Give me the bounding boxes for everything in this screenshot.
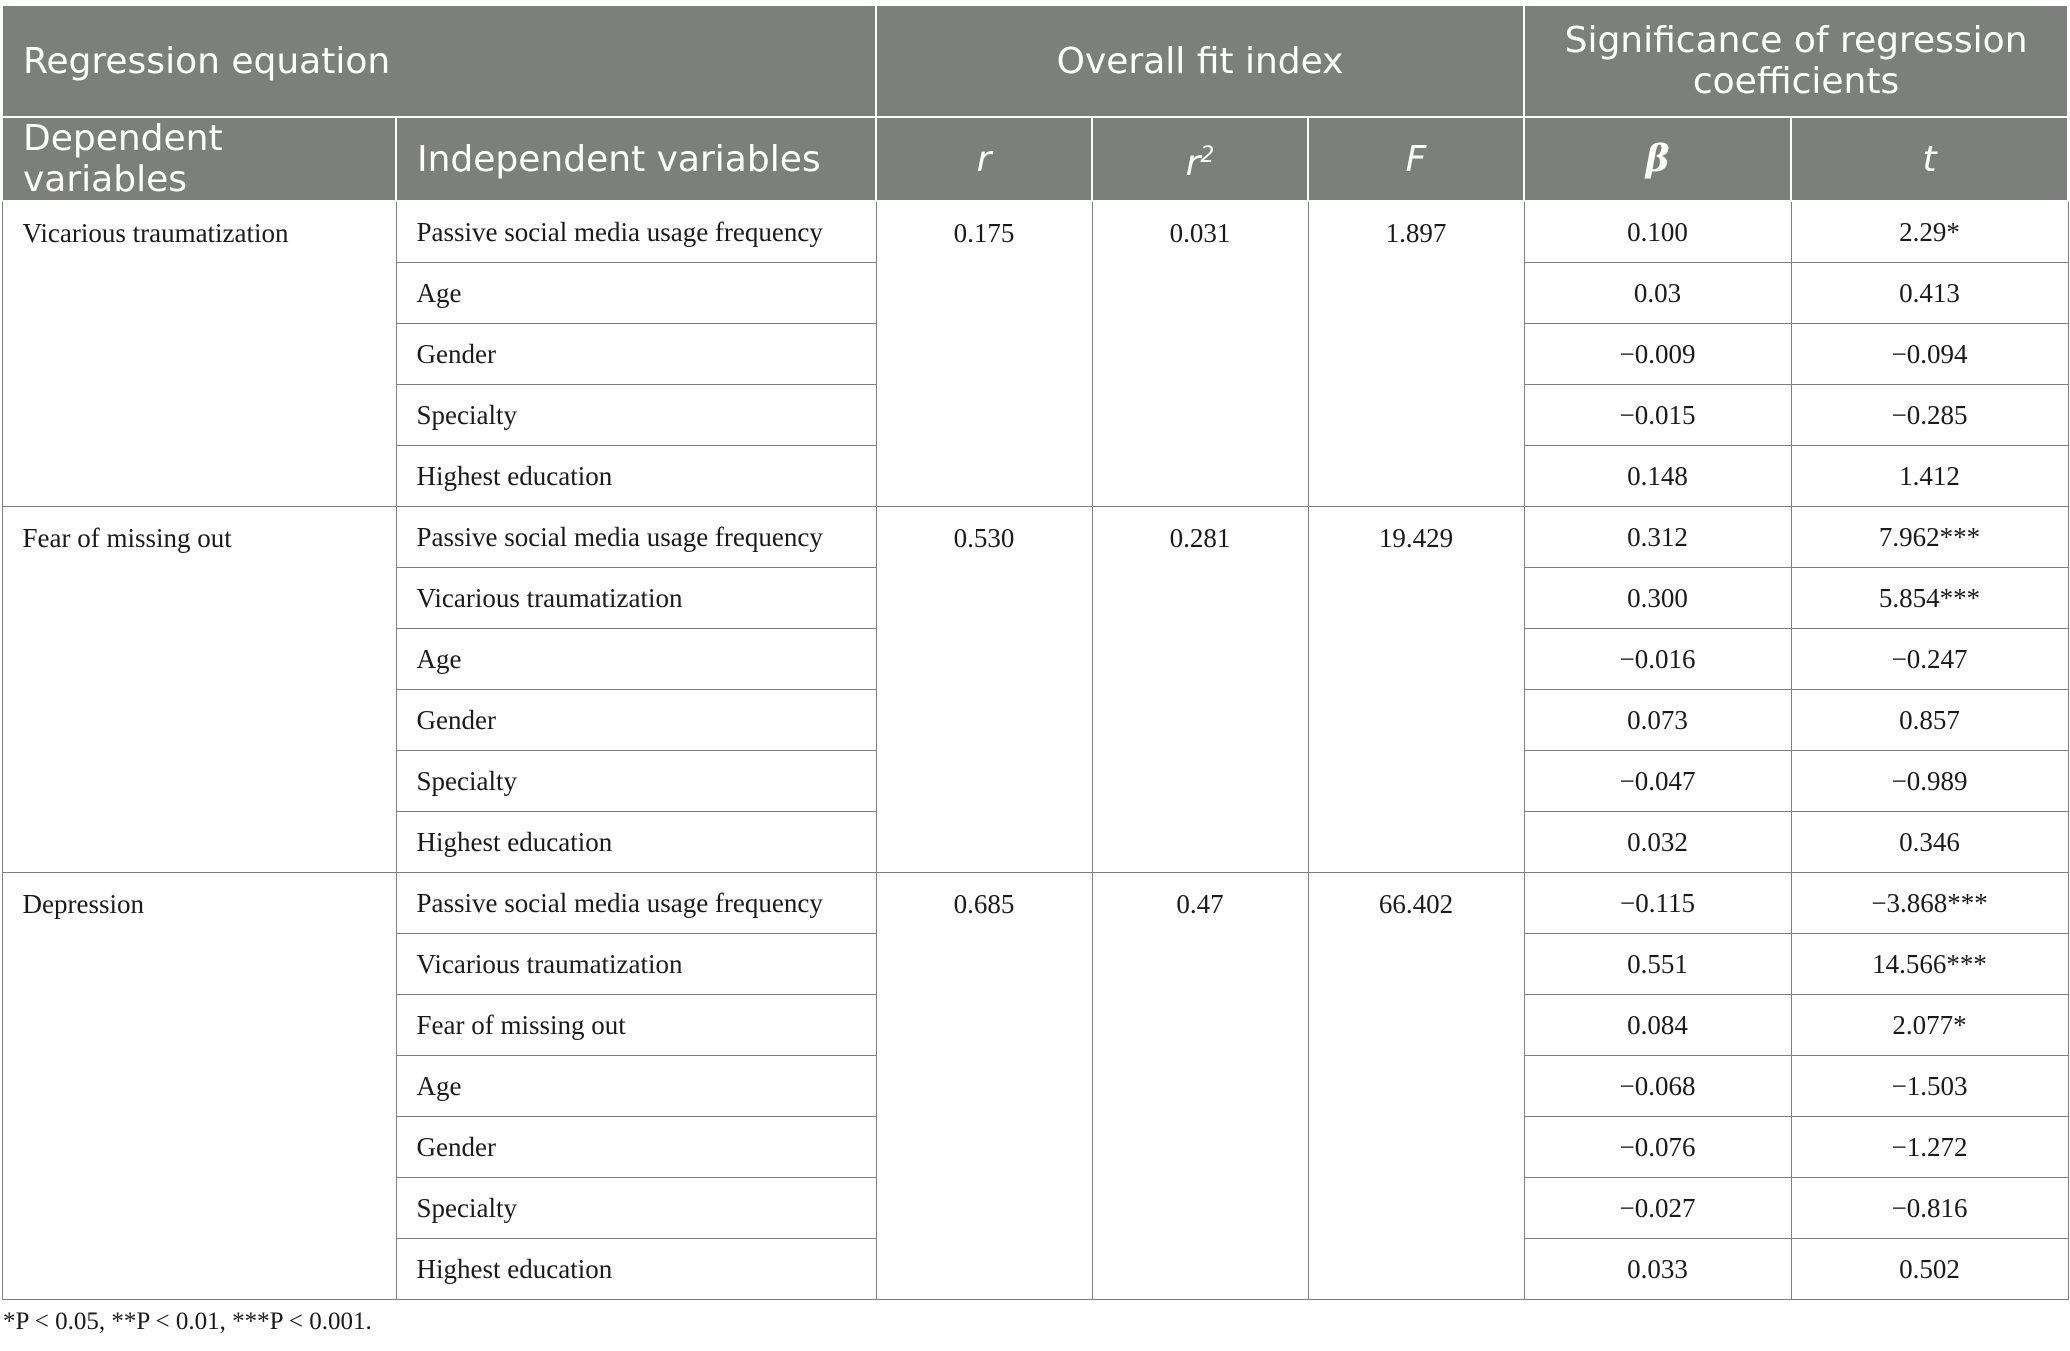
independent-variable-cell: Highest education (396, 446, 876, 507)
independent-variable-cell: Highest education (396, 812, 876, 873)
fit-r2-cell: 0.031 (1092, 201, 1308, 507)
beta-cell: 0.312 (1524, 507, 1791, 568)
fit-f-cell: 1.897 (1308, 201, 1524, 507)
independent-variable-cell: Highest education (396, 1239, 876, 1300)
independent-variable-cell: Age (396, 629, 876, 690)
t-cell: 0.413 (1791, 263, 2068, 324)
beta-cell: −0.016 (1524, 629, 1791, 690)
dependent-variable-cell: Fear of missing out (2, 507, 396, 873)
independent-variable-cell: Age (396, 1056, 876, 1117)
independent-variable-cell: Vicarious traumatization (396, 934, 876, 995)
header-f: F (1308, 117, 1524, 201)
beta-cell: −0.009 (1524, 324, 1791, 385)
independent-variable-cell: Specialty (396, 1178, 876, 1239)
table-row (2, 873, 2068, 934)
t-cell: 14.566*** (1791, 934, 2068, 995)
header-regression-equation: Regression equation (2, 5, 876, 117)
t-cell: 5.854*** (1791, 568, 2068, 629)
header-t: t (1791, 117, 2068, 201)
independent-variable-cell: Specialty (396, 751, 876, 812)
header-r: r (876, 117, 1092, 201)
t-cell: 0.502 (1791, 1239, 2068, 1300)
header-r-squared (1092, 117, 1308, 201)
t-cell: 0.346 (1791, 812, 2068, 873)
table-row (2, 507, 2068, 568)
t-cell: 1.412 (1791, 446, 2068, 507)
table-row (2, 201, 2068, 263)
table-body (2, 201, 2068, 1300)
t-cell: 2.29* (1791, 201, 2068, 263)
fit-f-cell: 66.402 (1308, 873, 1524, 1300)
regression-table (1, 4, 2069, 1300)
header-significance: Significance of regression coefficients (1524, 5, 2068, 117)
beta-cell: −0.047 (1524, 751, 1791, 812)
header-r2-base: r (1185, 142, 1201, 184)
independent-variable-cell: Age (396, 263, 876, 324)
beta-cell: 0.033 (1524, 1239, 1791, 1300)
t-cell: −1.272 (1791, 1117, 2068, 1178)
beta-cell: 0.551 (1524, 934, 1791, 995)
fit-r2-cell: 0.281 (1092, 507, 1308, 873)
t-cell: −0.989 (1791, 751, 2068, 812)
independent-variable-cell: Fear of missing out (396, 995, 876, 1056)
t-cell: −3.868*** (1791, 873, 2068, 934)
beta-cell: 0.100 (1524, 201, 1791, 263)
t-cell: 0.857 (1791, 690, 2068, 751)
t-cell: −0.094 (1791, 324, 2068, 385)
independent-variable-cell: Passive social media usage frequency (396, 201, 876, 263)
fit-r-cell: 0.685 (876, 873, 1092, 1300)
beta-cell: 0.148 (1524, 446, 1791, 507)
t-cell: −0.247 (1791, 629, 2068, 690)
beta-cell: 0.032 (1524, 812, 1791, 873)
dependent-variable-cell: Depression (2, 873, 396, 1300)
fit-r-cell: 0.530 (876, 507, 1092, 873)
beta-cell: 0.084 (1524, 995, 1791, 1056)
beta-cell: 0.300 (1524, 568, 1791, 629)
t-cell: −0.816 (1791, 1178, 2068, 1239)
beta-cell: −0.068 (1524, 1056, 1791, 1117)
independent-variable-cell: Gender (396, 324, 876, 385)
beta-cell: −0.027 (1524, 1178, 1791, 1239)
header-independent-variables: Independent variables (396, 117, 876, 201)
dependent-variable-cell: Vicarious traumatization (2, 201, 396, 507)
fit-r-cell: 0.175 (876, 201, 1092, 507)
independent-variable-cell: Gender (396, 1117, 876, 1178)
t-cell: 7.962*** (1791, 507, 2068, 568)
independent-variable-cell: Vicarious traumatization (396, 568, 876, 629)
beta-cell: −0.076 (1524, 1117, 1791, 1178)
fit-f-cell: 19.429 (1308, 507, 1524, 873)
t-cell: −0.285 (1791, 385, 2068, 446)
header-dependent-variables: Dependent variables (2, 117, 396, 201)
independent-variable-cell: Passive social media usage frequency (396, 873, 876, 934)
independent-variable-cell: Specialty (396, 385, 876, 446)
beta-cell: −0.115 (1524, 873, 1791, 934)
independent-variable-cell: Gender (396, 690, 876, 751)
header-overall-fit-index: Overall fit index (876, 5, 1524, 117)
t-cell: −1.503 (1791, 1056, 2068, 1117)
t-cell: 2.077* (1791, 995, 2068, 1056)
header-beta: β (1524, 117, 1791, 201)
beta-cell: 0.03 (1524, 263, 1791, 324)
beta-cell: 0.073 (1524, 690, 1791, 751)
header-r2-sup: 2 (1200, 142, 1215, 168)
independent-variable-cell: Passive social media usage frequency (396, 507, 876, 568)
beta-cell: −0.015 (1524, 385, 1791, 446)
footnote: *P < 0.05, **P < 0.01, ***P < 0.001. (3, 1308, 372, 1335)
fit-r2-cell: 0.47 (1092, 873, 1308, 1300)
